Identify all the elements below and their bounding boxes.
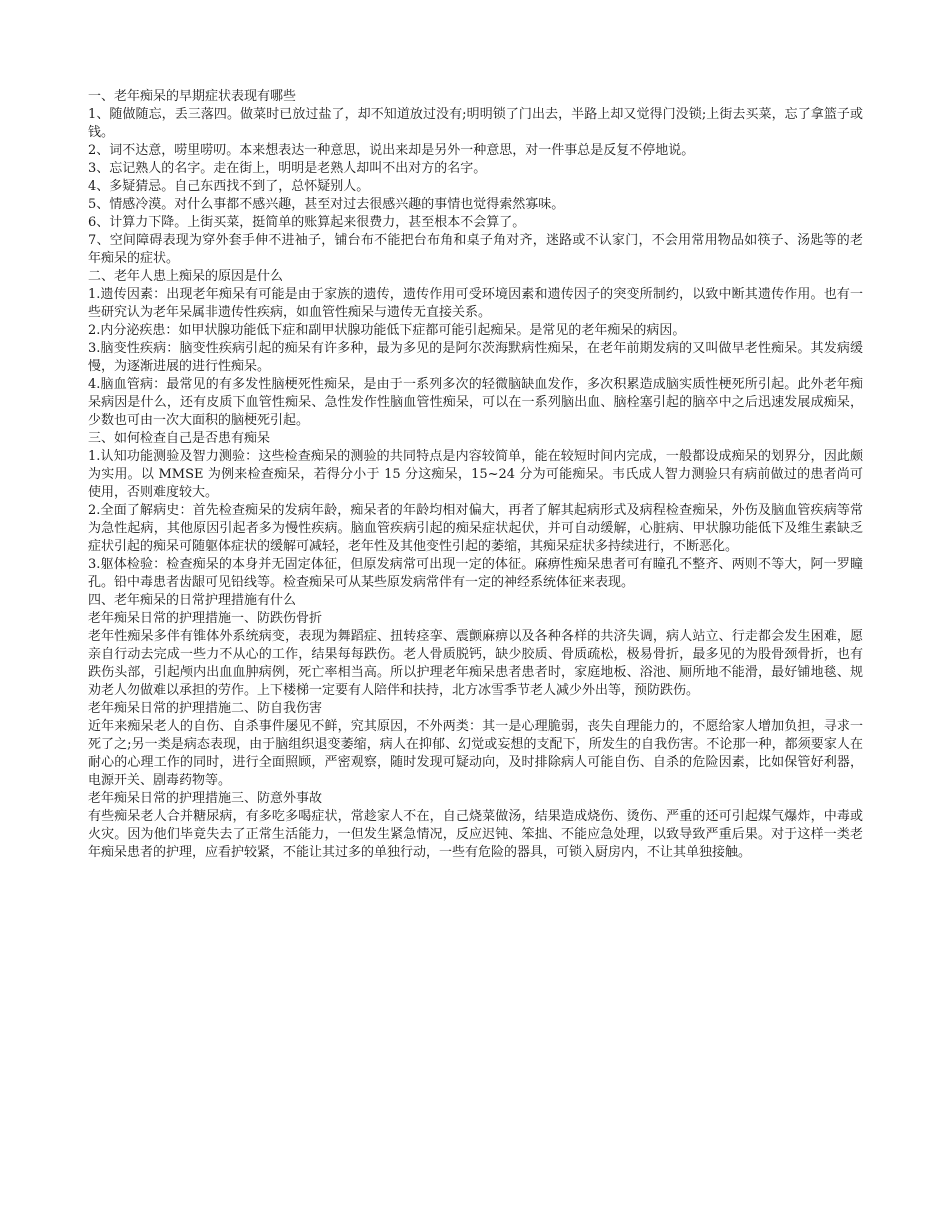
paragraph: 5、情感冷漠。对什么事都不感兴趣，甚至对过去很感兴趣的事情也觉得索然寡味。: [88, 197, 565, 212]
paragraph: 7、空间障碍表现为穿外套手伸不进袖子，铺台布不能把台布角和桌子角对齐，迷路或不认家门，不会用常用物品如筷子、汤匙等的老年痴呆的症状。: [88, 233, 863, 266]
paragraph: 1、随做随忘，丢三落四。做菜时已放过盐了，却不知道放过没有;明明锁了门出去，半路上却又觉得门没锁;上街去买菜，忘了拿篮子或钱。: [88, 107, 863, 140]
paragraph: 2、词不达意，唠里唠叨。本来想表达一种意思，说出来却是另外一种意思，对一件事总是反复不停地说。: [88, 143, 695, 158]
paragraph: 2.全面了解病史：首先检查痴呆的发病年龄，痴呆者的年龄均相对偏大，再者了解其起病形式及病程检查痴呆，外伤及脑血管疾病等常为急性起病，其他原因引起者多为慢性疾病。脑血管疾病引起的痴呆症状起伏，并可自动缓解，心脏病、甲状腺功能低下及维生素缺乏症状引起的痴呆可随躯体症状的缓解可减轻，老年性及其他变性引起的萎缩，其痴呆症状多持续进行，不断恶化。: [88, 503, 863, 554]
section-heading-1: 一、老年痴呆的早期症状表现有哪些: [88, 89, 297, 104]
paragraph: 3.躯体检验：检查痴呆的本身并无固定体征，但原发病常可出现一定的体征。麻痹性痴呆患者可有瞳孔不整齐、两则不等大，阿一罗瞳孔。铅中毒患者齿龈可见铅线等。检查痴呆可从某些原发病常伴有一定的神经系统体征来表现。: [88, 557, 863, 590]
section-heading-4: 四、老年痴呆的日常护理措施有什么: [88, 593, 297, 608]
paragraph: 4、多疑猜忌。自己东西找不到了，总怀疑别人。: [88, 179, 370, 194]
paragraph: 有些痴呆老人合并糖尿病，有多吃多喝症状，常趁家人不在，自己烧菜做汤，结果造成烧伤、烫伤、严重的还可引起煤气爆炸，中毒或火灾。因为他们毕竟失去了正常生活能力，一但发生紧急情况，反应迟钝、笨拙、不能应急处理，以致导致严重后果。对于这样一类老年痴呆患者的护理，应看护较紧，不能让其过多的单独行动，一些有危险的器具，可锁入厨房内，不让其单独接触。: [88, 809, 863, 860]
paragraph: 1.遗传因素：出现老年痴呆有可能是由于家族的遗传，遗传作用可受环境因素和遗传因子的突变所制约，以致中断其遗传作用。也有一些研究认为老年呆属非遗传性疾病，如血管性痴呆与遗传无直接关系。: [88, 287, 863, 320]
paragraph: 6、计算力下降。上街买菜，挺简单的账算起来很费力，甚至根本不会算了。: [88, 215, 526, 230]
subheading: 老年痴呆日常的护理措施二、防自我伤害: [88, 701, 323, 716]
paragraph: 2.内分泌疾患：如甲状腺功能低下症和副甲状腺功能低下症都可能引起痴呆。是常见的老年痴呆的病因。: [88, 323, 686, 338]
paragraph: 4.脑血管病：最常见的有多发性脑梗死性痴呆，是由于一系列多次的轻微脑缺血发作，多次积累造成脑实质性梗死所引起。此外老年痴呆病因是什么，还有皮质下血管性痴呆、急性发作性脑血管性痴呆，可以在一系列脑出血、脑栓塞引起的脑卒中之后迅速发展成痴呆，少数也可由一次大面积的脑梗死引起。: [88, 377, 863, 428]
paragraph: 3、忘记熟人的名字。走在街上，明明是老熟人却叫不出对方的名字。: [88, 161, 487, 176]
section-heading-2: 二、老年人患上痴呆的原因是什么: [88, 269, 284, 284]
document-body: [88, 88, 863, 862]
paragraph: 近年来痴呆老人的自伤、自杀事件屡见不鲜，究其原因，不外两类：其一是心理脆弱，丧失自理能力的，不愿给家人增加负担，寻求一死了之;另一类是病态表现，由于脑组织退变萎缩，病人在抑郁、幻觉或妄想的支配下，所发生的自我伤害。不论那一种，都须要家人在耐心的心理工作的同时，进行全面照顾，严密观察，随时发现可疑动向，及时排除病人可能自伤、自杀的危险因素，比如保管好利器，电源开关、剧毒药物等。: [88, 719, 863, 788]
subheading: 老年痴呆日常的护理措施三、防意外事故: [88, 791, 323, 806]
paragraph: 1.认知功能测验及智力测验：这些检查痴呆的测验的共同特点是内容较简单，能在较短时间内完成，一般都设成痴呆的划界分，因此颇为实用。以 MMSE 为例来检查痴呆，若得分小于 15 分这痴呆，15~24 分为可能痴呆。韦氏成人智力测验只有病前做过的患者尚可使用，否则难度较大。: [88, 449, 863, 500]
paragraph: 3.脑变性疾病：脑变性疾病引起的痴呆有许多种，最为多见的是阿尔茨海默病性痴呆，在老年前期发病的又叫做早老性痴呆。其发病缓慢，为逐渐进展的进行性痴呆。: [88, 341, 863, 374]
paragraph: 老年性痴呆多伴有锥体外系统病变，表现为舞蹈症、扭转痉挛、震颤麻痹以及各种各样的共济失调，病人站立、行走都会发生困难，愿亲自行动去完成一些力不从心的工作，结果每每跌伤。老人骨质脱钙，缺少胶质、骨质疏松，极易骨折，最多见的为股骨颈骨折，也有跌伤头部，引起颅内出血血肿病例，死亡率相当高。所以护理老年痴呆患者患者时，家庭地板、浴池、厕所地不能滑，最好铺地毯、规劝老人勿做难以承担的劳作。上下楼梯一定要有人陪伴和扶持，北方冰雪季节老人减少外出等，预防跌伤。: [88, 629, 863, 698]
subheading: 老年痴呆日常的护理措施一、防跌伤骨折: [88, 611, 323, 626]
section-heading-3: 三、如何检查自己是否患有痴呆: [88, 431, 271, 446]
